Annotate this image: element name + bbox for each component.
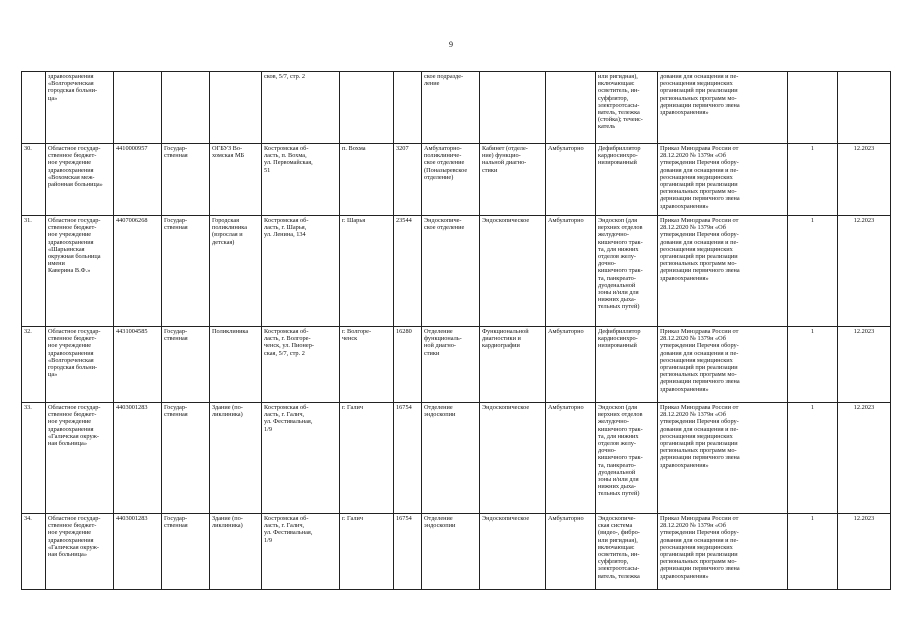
date: 12.2023 — [838, 403, 891, 514]
inn: 4403001283 — [114, 514, 162, 590]
care-type: Амбулаторно — [546, 514, 596, 590]
inn: 4431004585 — [114, 327, 162, 403]
table-row — [22, 514, 891, 590]
cabinet: Эндоскопическое — [480, 403, 546, 514]
date: 12.2023 — [838, 216, 891, 327]
address: сков, 5/7, стр. 2 — [262, 72, 340, 144]
table-row — [22, 144, 891, 216]
date: 12.2023 — [838, 327, 891, 403]
quantity: 1 — [788, 327, 838, 403]
facility-short-name — [210, 72, 262, 144]
organization-name: Областное государ- ственное бюджет- ное учреждение здравоохранения «Вохомская меж- районная больница» — [46, 144, 114, 216]
ownership-form: Государ- ственная — [162, 403, 210, 514]
locality — [340, 72, 394, 144]
inn — [114, 72, 162, 144]
quantity: 1 — [788, 403, 838, 514]
locality: г. Галич — [340, 514, 394, 590]
ownership-form: Государ- ственная — [162, 514, 210, 590]
locality: п. Вохма — [340, 144, 394, 216]
date — [838, 72, 891, 144]
quantity: 1 — [788, 216, 838, 327]
organization-name: Областное государ- ственное бюджет- ное учреждение здравоохранения «Шарьинская окружная больница имени Каверина В.Ф.» — [46, 216, 114, 327]
code: 3207 — [394, 144, 422, 216]
equipment: или ригидная), включающая: осветитель, ин- суффлятор, электроотсасы- ватель, тележка (стойка); течеис- катель — [596, 72, 658, 144]
inn: 4410000957 — [114, 144, 162, 216]
code: 16280 — [394, 327, 422, 403]
unit: Амбулаторно- поликлиниче- ское отделение (Поназыревское отделение) — [422, 144, 480, 216]
code: 16754 — [394, 403, 422, 514]
facility-short-name: Городская поликлиника (взрослая и детская) — [210, 216, 262, 327]
inn: 4403001283 — [114, 403, 162, 514]
equipment: Дефибриллятор кардиосинхро- низированный — [596, 144, 658, 216]
row-number — [22, 72, 46, 144]
quantity — [788, 72, 838, 144]
equipment: Эндоскопиче- ская система (видео-, фибро- или ригидная), включающая: осветитель, ин- суффлятор, электроотсасы- ватель, тележка — [596, 514, 658, 590]
address: Костромская об- ласть, г. Волгоре- ченск, ул. Пионер- ская, 5/7, стр. 2 — [262, 327, 340, 403]
row-number: 32. — [22, 327, 46, 403]
cabinet: Кабинет (отделе- ние) функцио- нальной диагно- стики — [480, 144, 546, 216]
address: Костромская об- ласть, п. Вохма, ул. Первомайская, 51 — [262, 144, 340, 216]
table-row — [22, 327, 891, 403]
address: Костромская об- ласть, г. Шарья, ул. Ленина, 134 — [262, 216, 340, 327]
equipment: Эндоскоп (для верхних отделов желудочно- кишечного трак- та, для нижних отделов желу- дочно- кишечного трак- та, панкреато- дуоденальной зоны и/или для нижних дыха- тельных путей) — [596, 216, 658, 327]
cabinet — [480, 72, 546, 144]
date: 12.2023 — [838, 514, 891, 590]
cabinet: Эндоскопическое — [480, 216, 546, 327]
care-type: Амбулаторно — [546, 403, 596, 514]
care-type — [546, 72, 596, 144]
organization-name: Областное государ- ственное бюджет- ное учреждение здравоохранения «Галичская окруж- ная больница» — [46, 514, 114, 590]
unit: Отделение функциональ- ной диагно- стики — [422, 327, 480, 403]
order-reference: Приказ Минздрава России от 28.12.2020 № 1379н «Об утверждении Перечня обору- дования для оснащения и пе- реоснащения медицинских организаций при реализации региональных программ мо- дернизации первичного звена здравоохранения» — [658, 403, 788, 514]
ownership-form: Государ- ственная — [162, 327, 210, 403]
cabinet: Эндоскопическое — [480, 514, 546, 590]
order-reference: Приказ Минздрава России от 28.12.2020 № 1379н «Об утверждении Перечня обору- дования для оснащения и пе- реоснащения медицинских организаций при реализации региональных программ мо- дернизации первичного звена здравоохранения» — [658, 327, 788, 403]
code: 16754 — [394, 514, 422, 590]
order-reference: Приказ Минздрава России от 28.12.2020 № 1379н «Об утверждении Перечня обору- дования для оснащения и пе- реоснащения медицинских организаций при реализации региональных программ мо- дернизации первичного звена здравоохранения» — [658, 216, 788, 327]
ownership-form: Государ- ственная — [162, 216, 210, 327]
unit: ское подразде- ление — [422, 72, 480, 144]
locality: г. Шарья — [340, 216, 394, 327]
unit: Отделение эндоскопии — [422, 514, 480, 590]
unit: Эндоскопиче- ское отделение — [422, 216, 480, 327]
ownership-form — [162, 72, 210, 144]
row-number: 33. — [22, 403, 46, 514]
organization-name: Областное государ- ственное бюджет- ное учреждение здравоохранения «Галичская окруж- ная больница» — [46, 403, 114, 514]
table-row — [22, 72, 891, 144]
inn: 4407006268 — [114, 216, 162, 327]
address: Костромская об- ласть, г. Галич, ул. Фестивальная, 1/9 — [262, 403, 340, 514]
date: 12.2023 — [838, 144, 891, 216]
row-number: 30. — [22, 144, 46, 216]
ownership-form: Государ- ственная — [162, 144, 210, 216]
facility-short-name: Здание (по- ликлиника) — [210, 403, 262, 514]
cabinet: Функциональной диагностики и кардиографии — [480, 327, 546, 403]
quantity: 1 — [788, 144, 838, 216]
locality: г. Галич — [340, 403, 394, 514]
row-number: 34. — [22, 514, 46, 590]
care-type: Амбулаторно — [546, 144, 596, 216]
code: 23544 — [394, 216, 422, 327]
row-number: 31. — [22, 216, 46, 327]
locality: г. Волгоре- ченск — [340, 327, 394, 403]
equipment-table — [21, 71, 891, 590]
table-row — [22, 216, 891, 327]
table-row — [22, 403, 891, 514]
order-reference: дования для оснащения и пе- реоснащения медицинских организаций при реализации региональных программ мо- дернизации первичного звена здравоохранения» — [658, 72, 788, 144]
facility-short-name: Здание (по- ликлиника) — [210, 514, 262, 590]
equipment: Эндоскоп (для верхних отделов желудочно- кишечного трак- та, для нижних отделов желу- дочно- кишечного трак- та, панкреато- дуоденальной зоны и/или для нижних дыха- тельных путей) — [596, 403, 658, 514]
organization-name: здравоохранения «Волгореченская городская больни- ца» — [46, 72, 114, 144]
care-type: Амбулаторно — [546, 327, 596, 403]
equipment: Дефибриллятор кардиосинхро- низированный — [596, 327, 658, 403]
address: Костромская об- ласть, г. Галич, ул. Фестивальная, 1/9 — [262, 514, 340, 590]
facility-short-name: ОГБУЗ Во- хомская МБ — [210, 144, 262, 216]
order-reference: Приказ Минздрава России от 28.12.2020 № 1379н «Об утверждении Перечня обору- дования для оснащения и пе- реоснащения медицинских организаций при реализации региональных программ мо- дернизации первичного звена здравоохранения» — [658, 514, 788, 590]
facility-short-name: Поликлиника — [210, 327, 262, 403]
code — [394, 72, 422, 144]
quantity: 1 — [788, 514, 838, 590]
care-type: Амбулаторно — [546, 216, 596, 327]
page-number: 9 — [449, 40, 453, 49]
unit: Отделение эндоскопии — [422, 403, 480, 514]
organization-name: Областное государ- ственное бюджет- ное учреждение здравоохранения «Волгореченская городская больни- ца» — [46, 327, 114, 403]
order-reference: Приказ Минздрава России от 28.12.2020 № 1379н «Об утверждении Перечня обору- дования для оснащения и пе- реоснащения медицинских организаций при реализации региональных программ мо- дернизации первичного звена здравоохранения» — [658, 144, 788, 216]
